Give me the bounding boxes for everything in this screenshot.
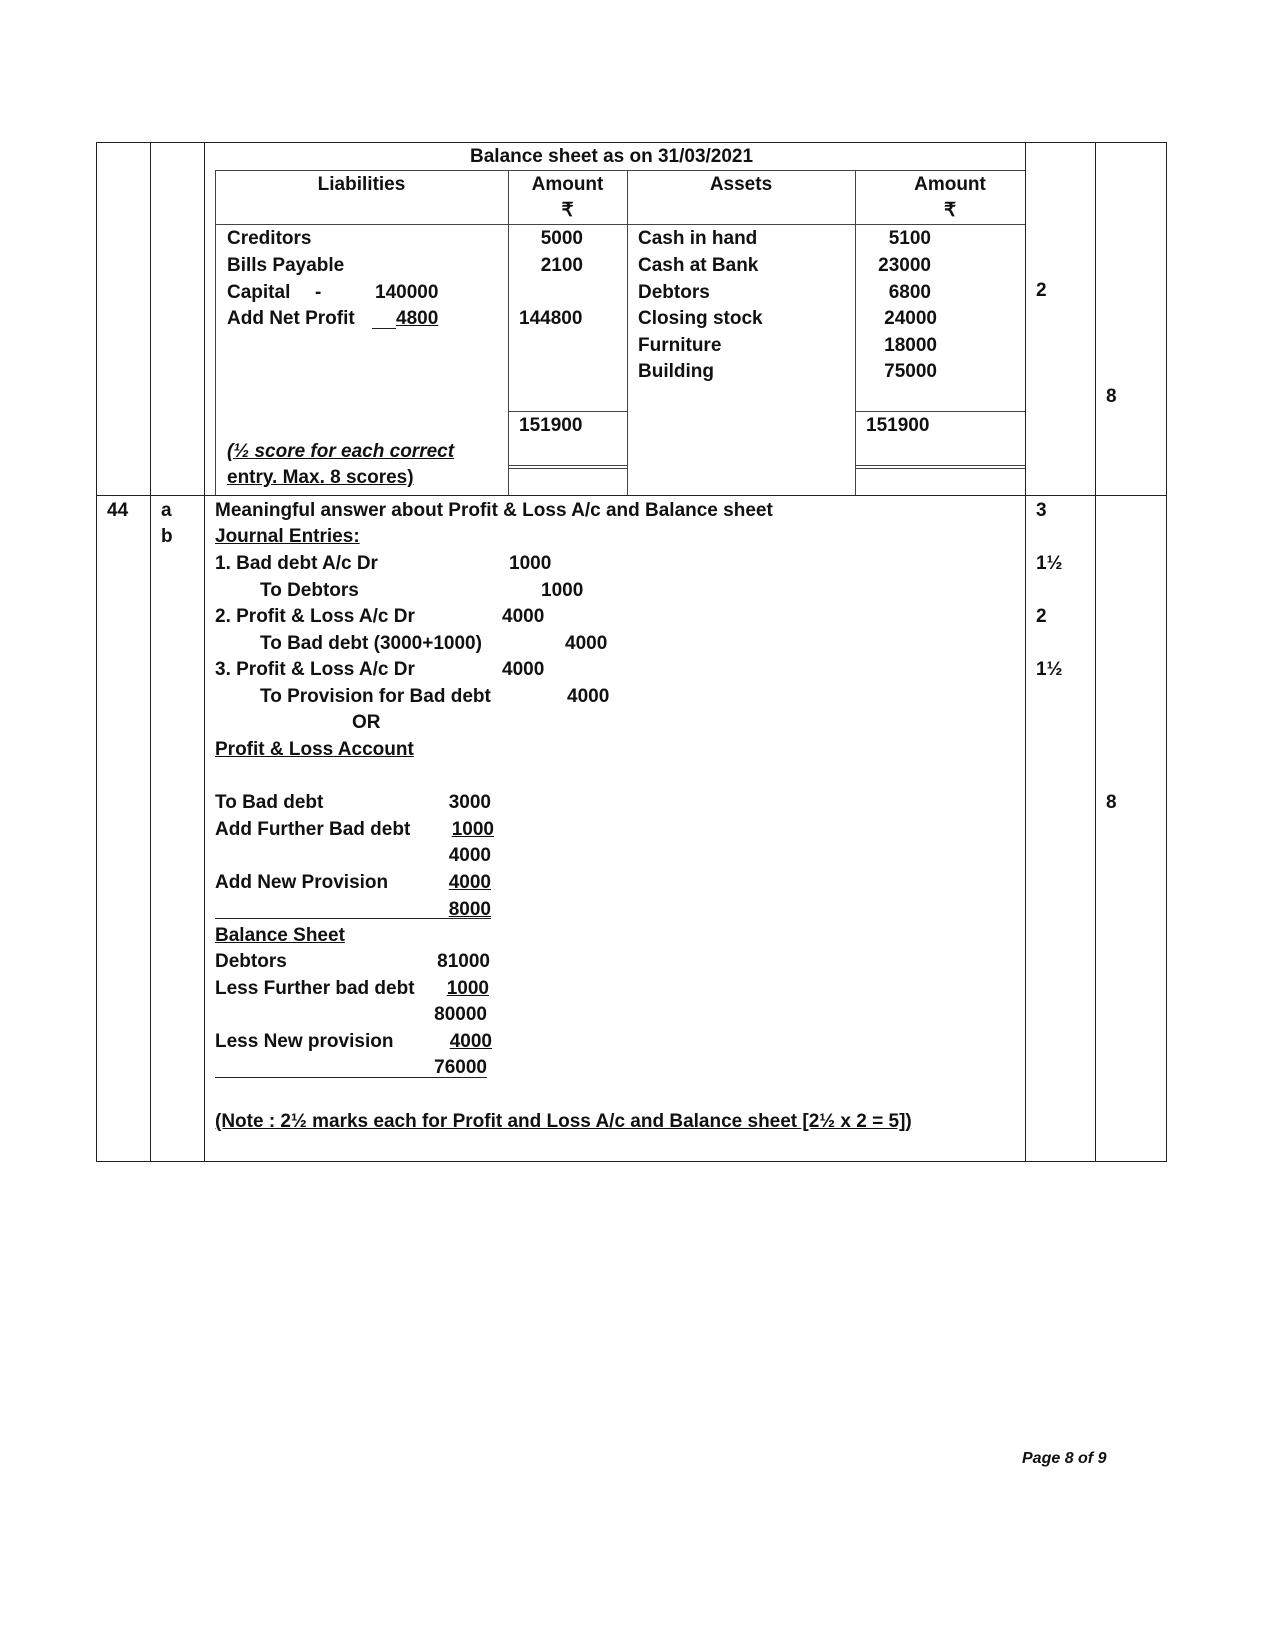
bs2-less-new: Less New provision [215,1031,394,1052]
bs-header-amount-l: Amount [531,174,604,195]
bs2-debtors-amount: 81000 [437,951,490,972]
journal-entry-score: 1½ [1036,553,1063,574]
bs-header-liabilities: Liabilities [317,174,406,195]
bs2-subtotal: 80000 [434,1004,487,1025]
capital-dash: - [315,282,322,303]
page-number: Page 8 of 9 [1022,1450,1107,1467]
bs-note-line2: entry. Max. 8 scores) [227,467,414,488]
bs2-less-further-amount: 1000 [446,978,489,999]
bs-total-score: 8 [1106,386,1117,407]
asset-label: Furniture [638,335,722,356]
bs-note-line1: (½ score for each correct [227,441,455,462]
q44-note: (Note : 2½ marks each for Profit and Loss A/c and Balance sheet [2½ x 2 = 5]) [215,1111,912,1132]
bs-total-bottom-a1 [855,465,1025,466]
col-line-2 [150,142,151,1162]
bs-line-left [215,170,216,495]
pl-total: 8000 [448,899,491,920]
asset-label: Cash at Bank [638,255,759,276]
bs-total-liabilities: 151900 [519,415,583,436]
table-bottom-border [96,1161,1167,1162]
net-profit-value: 4800 [396,308,439,329]
asset-amount: 23000 [878,255,931,276]
bs-total-bottom-a2 [855,468,1025,469]
liability-amount: 5000 [540,228,583,249]
bs-title: Balance sheet as on 31/03/2021 [470,146,754,167]
bs-header-assets: Assets [709,174,773,195]
part-a-label: a [161,500,172,521]
pl-add-further: Add Further Bad debt [215,819,411,840]
pl-title: Profit & Loss Account [215,739,414,760]
bs-score: 2 [1036,280,1047,301]
part-a-score: 3 [1036,500,1047,521]
pl-add-new: Add New Provision [215,872,389,893]
asset-label: Cash in hand [638,228,758,249]
pl-to-bad-debt-amount: 3000 [448,792,491,813]
net-profit-label: Add Net Profit [227,308,355,329]
liability-amount: 2100 [540,255,583,276]
journal-entry-dr: 1. Bad debt A/c Dr [215,553,378,574]
capital-label: Capital [227,282,291,303]
bs-total-bottom-l1 [508,465,627,466]
pl-add-further-amount: 1000 [451,819,494,840]
journal-entry-score: 2 [1036,606,1047,627]
journal-entry-cr: To Debtors [260,580,359,601]
journal-title: Journal Entries: [215,526,360,547]
journal-entry-score: 1½ [1036,659,1063,680]
journal-entry-cr: To Bad debt (3000+1000) [260,633,482,654]
table-top-border [96,142,1167,143]
journal-entry-dr: 2. Profit & Loss A/c Dr [215,606,415,627]
journal-entry-dr: 3. Profit & Loss A/c Dr [215,659,415,680]
bs2-debtors: Debtors [215,951,287,972]
or-separator: OR [352,712,381,733]
liability-label: Bills Payable [227,255,345,276]
asset-amount: 5100 [888,228,931,249]
asset-amount: 75000 [884,361,937,382]
q44-total-score: 8 [1106,792,1117,813]
journal-entry-cr-amount: 1000 [541,580,584,601]
asset-amount: 24000 [884,308,937,329]
bs-total-assets: 151900 [866,415,930,436]
journal-entry-dr-amount: 4000 [502,606,545,627]
asset-label: Closing stock [638,308,763,329]
part-a-answer: Meaningful answer about Profit & Loss A/c and Balance sheet [215,500,773,521]
col-line-6 [1166,142,1167,1162]
bs2-title: Balance Sheet [215,925,345,946]
part-b-label: b [161,526,173,547]
asset-label: Building [638,361,714,382]
bs-header-bottom [215,224,1025,225]
bs-total-top-a [855,411,1025,412]
pl-to-bad-debt: To Bad debt [215,792,324,813]
journal-entry-cr: To Provision for Bad debt [260,686,491,707]
journal-entry-cr-amount: 4000 [565,633,608,654]
journal-entry-dr-amount: 4000 [502,659,545,680]
net-profit-underline [372,328,396,329]
asset-amount: 6800 [888,282,931,303]
liability-label: Creditors [227,228,312,249]
bs2-less-further: Less Further bad debt [215,978,415,999]
bs-currency-l: ₹ [561,200,574,221]
journal-entry-dr-amount: 1000 [509,553,552,574]
col-line-5 [1095,142,1096,1162]
bs-currency-a: ₹ [943,200,957,221]
journal-entry-cr-amount: 4000 [567,686,610,707]
asset-amount: 18000 [884,335,937,356]
row-divider [96,495,1167,496]
col-line-3 [204,142,205,1162]
bs-total-bottom-l2 [508,468,627,469]
col-line-4 [1025,142,1026,1162]
bs-total-top-l [508,411,627,412]
capital-value: 140000 [375,282,439,303]
col-line-1 [96,142,97,1162]
asset-label: Debtors [638,282,710,303]
bs-header-amount-a: Amount [914,174,986,195]
bs2-total: 76000 [434,1057,487,1078]
bs-header-top [215,170,1025,171]
bs2-less-new-amount: 4000 [449,1031,492,1052]
question-number: 44 [107,500,129,521]
bs-line-assets [627,170,628,495]
pl-add-new-amount: 4000 [448,872,491,893]
net-profit-amount: 144800 [519,308,583,329]
pl-subtotal: 4000 [448,845,491,866]
